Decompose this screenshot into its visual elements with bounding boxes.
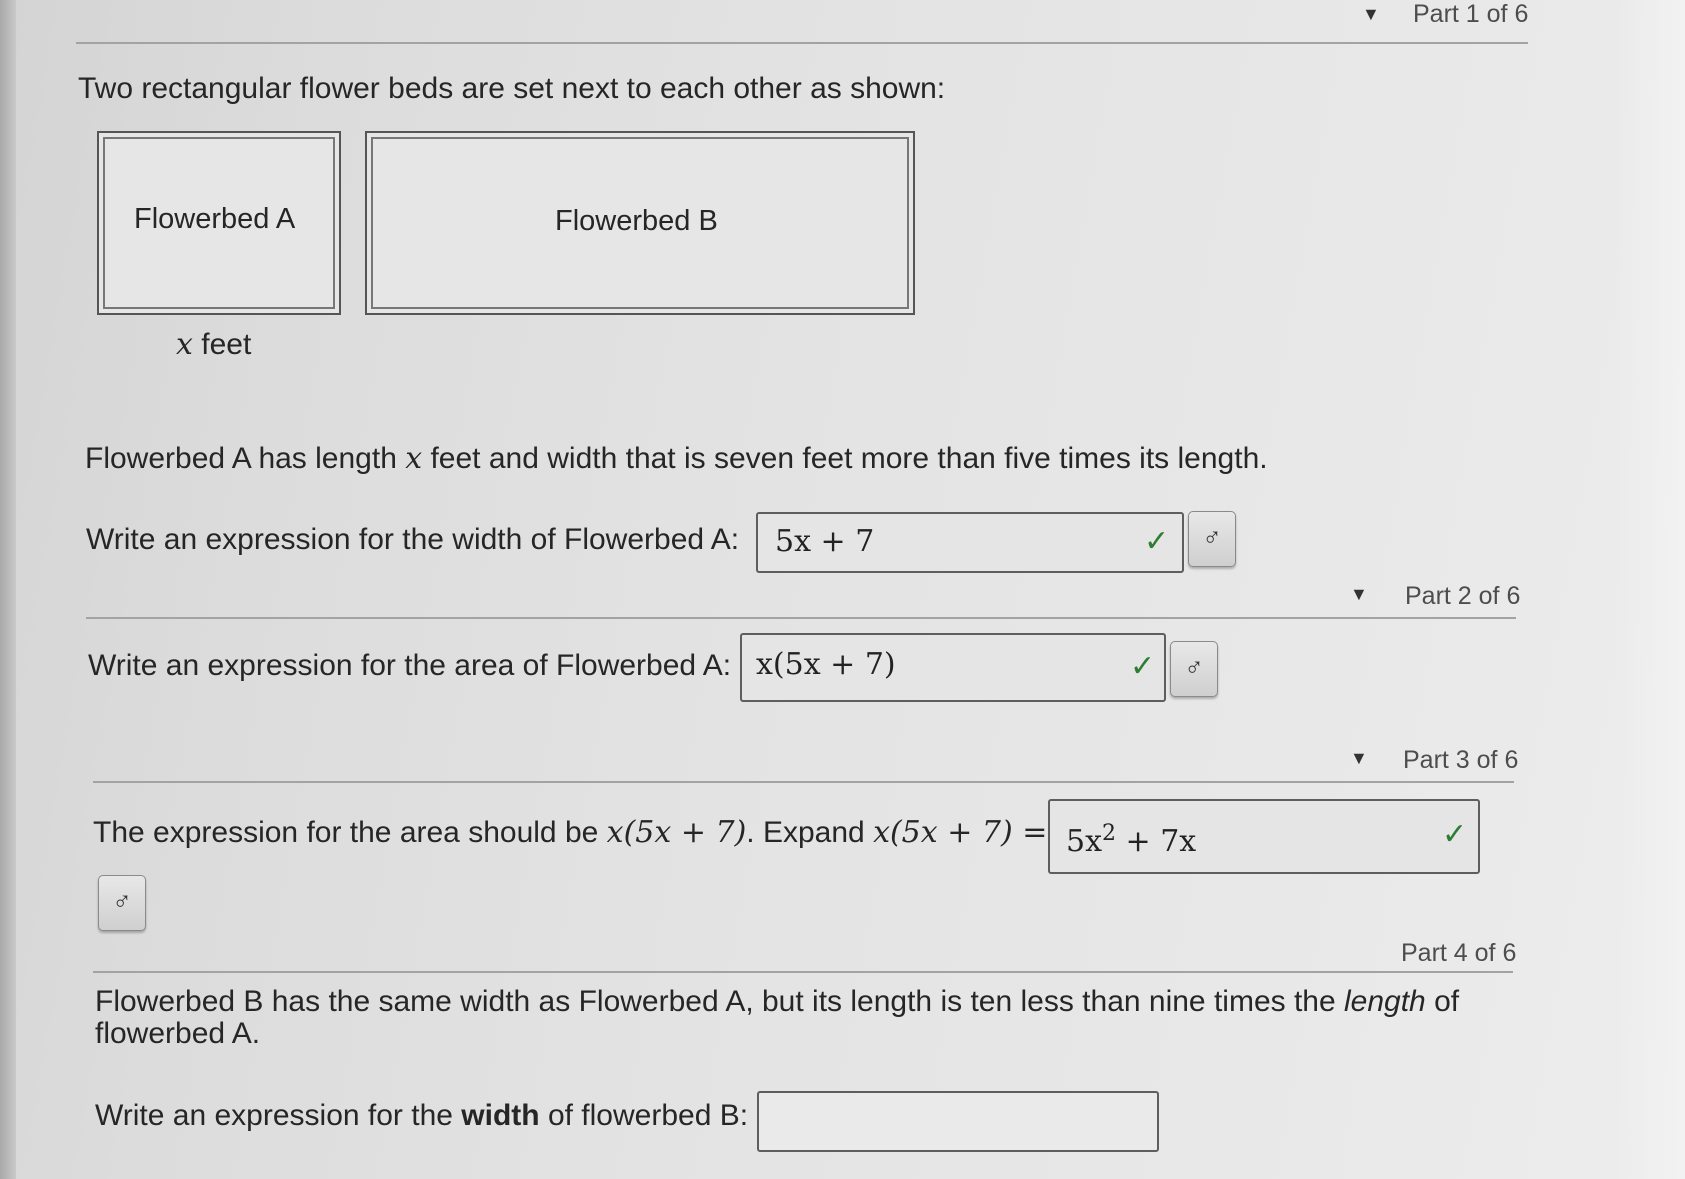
intro-text: Two rectangular flower beds are set next to each other as shown: [78, 72, 946, 105]
collapse-part3-icon[interactable]: ▼ [1350, 748, 1368, 768]
width-a-answer-value: 5x + 7 [775, 524, 875, 559]
part1-divider [76, 42, 1528, 44]
flowerbed-b-rect [365, 131, 915, 315]
length-label: x feet [176, 327, 252, 362]
part4-statement-line2: flowerbed A. [95, 1017, 261, 1050]
width-a-answer-field[interactable] [756, 512, 1184, 573]
part3-divider [93, 781, 1514, 783]
part3-prompt: The expression for the area should be x(5x + 7). Expand x(5x + 7) = [93, 815, 1048, 850]
math-keypad-icon: ♂ [112, 886, 132, 916]
part2-header[interactable]: Part 2 of 6 [1405, 582, 1521, 610]
checkmark-icon: ✓ [1144, 525, 1170, 558]
part4-divider [93, 971, 1513, 973]
part2-prompt: Write an expression for the area of Flowerbed A: [88, 649, 732, 682]
flowerbed-a-rect [97, 131, 341, 315]
math-keypad-button[interactable] [1170, 641, 1218, 697]
area-a-answer-field[interactable] [740, 633, 1166, 702]
expanded-area-answer-field[interactable] [1048, 799, 1480, 874]
part4-header[interactable]: Part 4 of 6 [1401, 939, 1517, 967]
math-keypad-button[interactable] [98, 875, 146, 931]
screen-left-edge [0, 0, 16, 1179]
flowerbed-b-label: Flowerbed B [555, 205, 718, 237]
width-b-answer-field[interactable] [757, 1091, 1159, 1152]
math-keypad-button[interactable] [1188, 511, 1236, 567]
flowerbed-a-label: Flowerbed A [134, 203, 296, 235]
collapse-part1-icon[interactable]: ▼ [1362, 4, 1380, 24]
checkmark-icon: ✓ [1442, 818, 1468, 851]
part4-statement-line1: Flowerbed B has the same width as Flowerbed A, but its length is ten less than nine times the length of [95, 985, 1460, 1018]
part3-header[interactable]: Part 3 of 6 [1403, 746, 1519, 774]
part2-divider [86, 617, 1516, 619]
part1-prompt: Write an expression for the width of Flowerbed A: [86, 523, 740, 556]
screen-right-glare [1615, 0, 1685, 1179]
math-keypad-icon: ♂ [1202, 522, 1222, 552]
area-a-answer-value: x(5x + 7) [756, 647, 896, 682]
part1-header[interactable]: Part 1 of 6 [1413, 0, 1529, 28]
expanded-area-answer-value: $5x^2 + 7x$ [1066, 821, 1197, 859]
part4-prompt: Write an expression for the width of flowerbed B: [95, 1099, 749, 1132]
math-keypad-icon: ♂ [1184, 652, 1204, 682]
part1-statement: Flowerbed A has length x feet and width that is seven feet more than five times its length. [85, 441, 1268, 476]
checkmark-icon: ✓ [1130, 650, 1156, 683]
collapse-part2-icon[interactable]: ▼ [1350, 584, 1368, 604]
